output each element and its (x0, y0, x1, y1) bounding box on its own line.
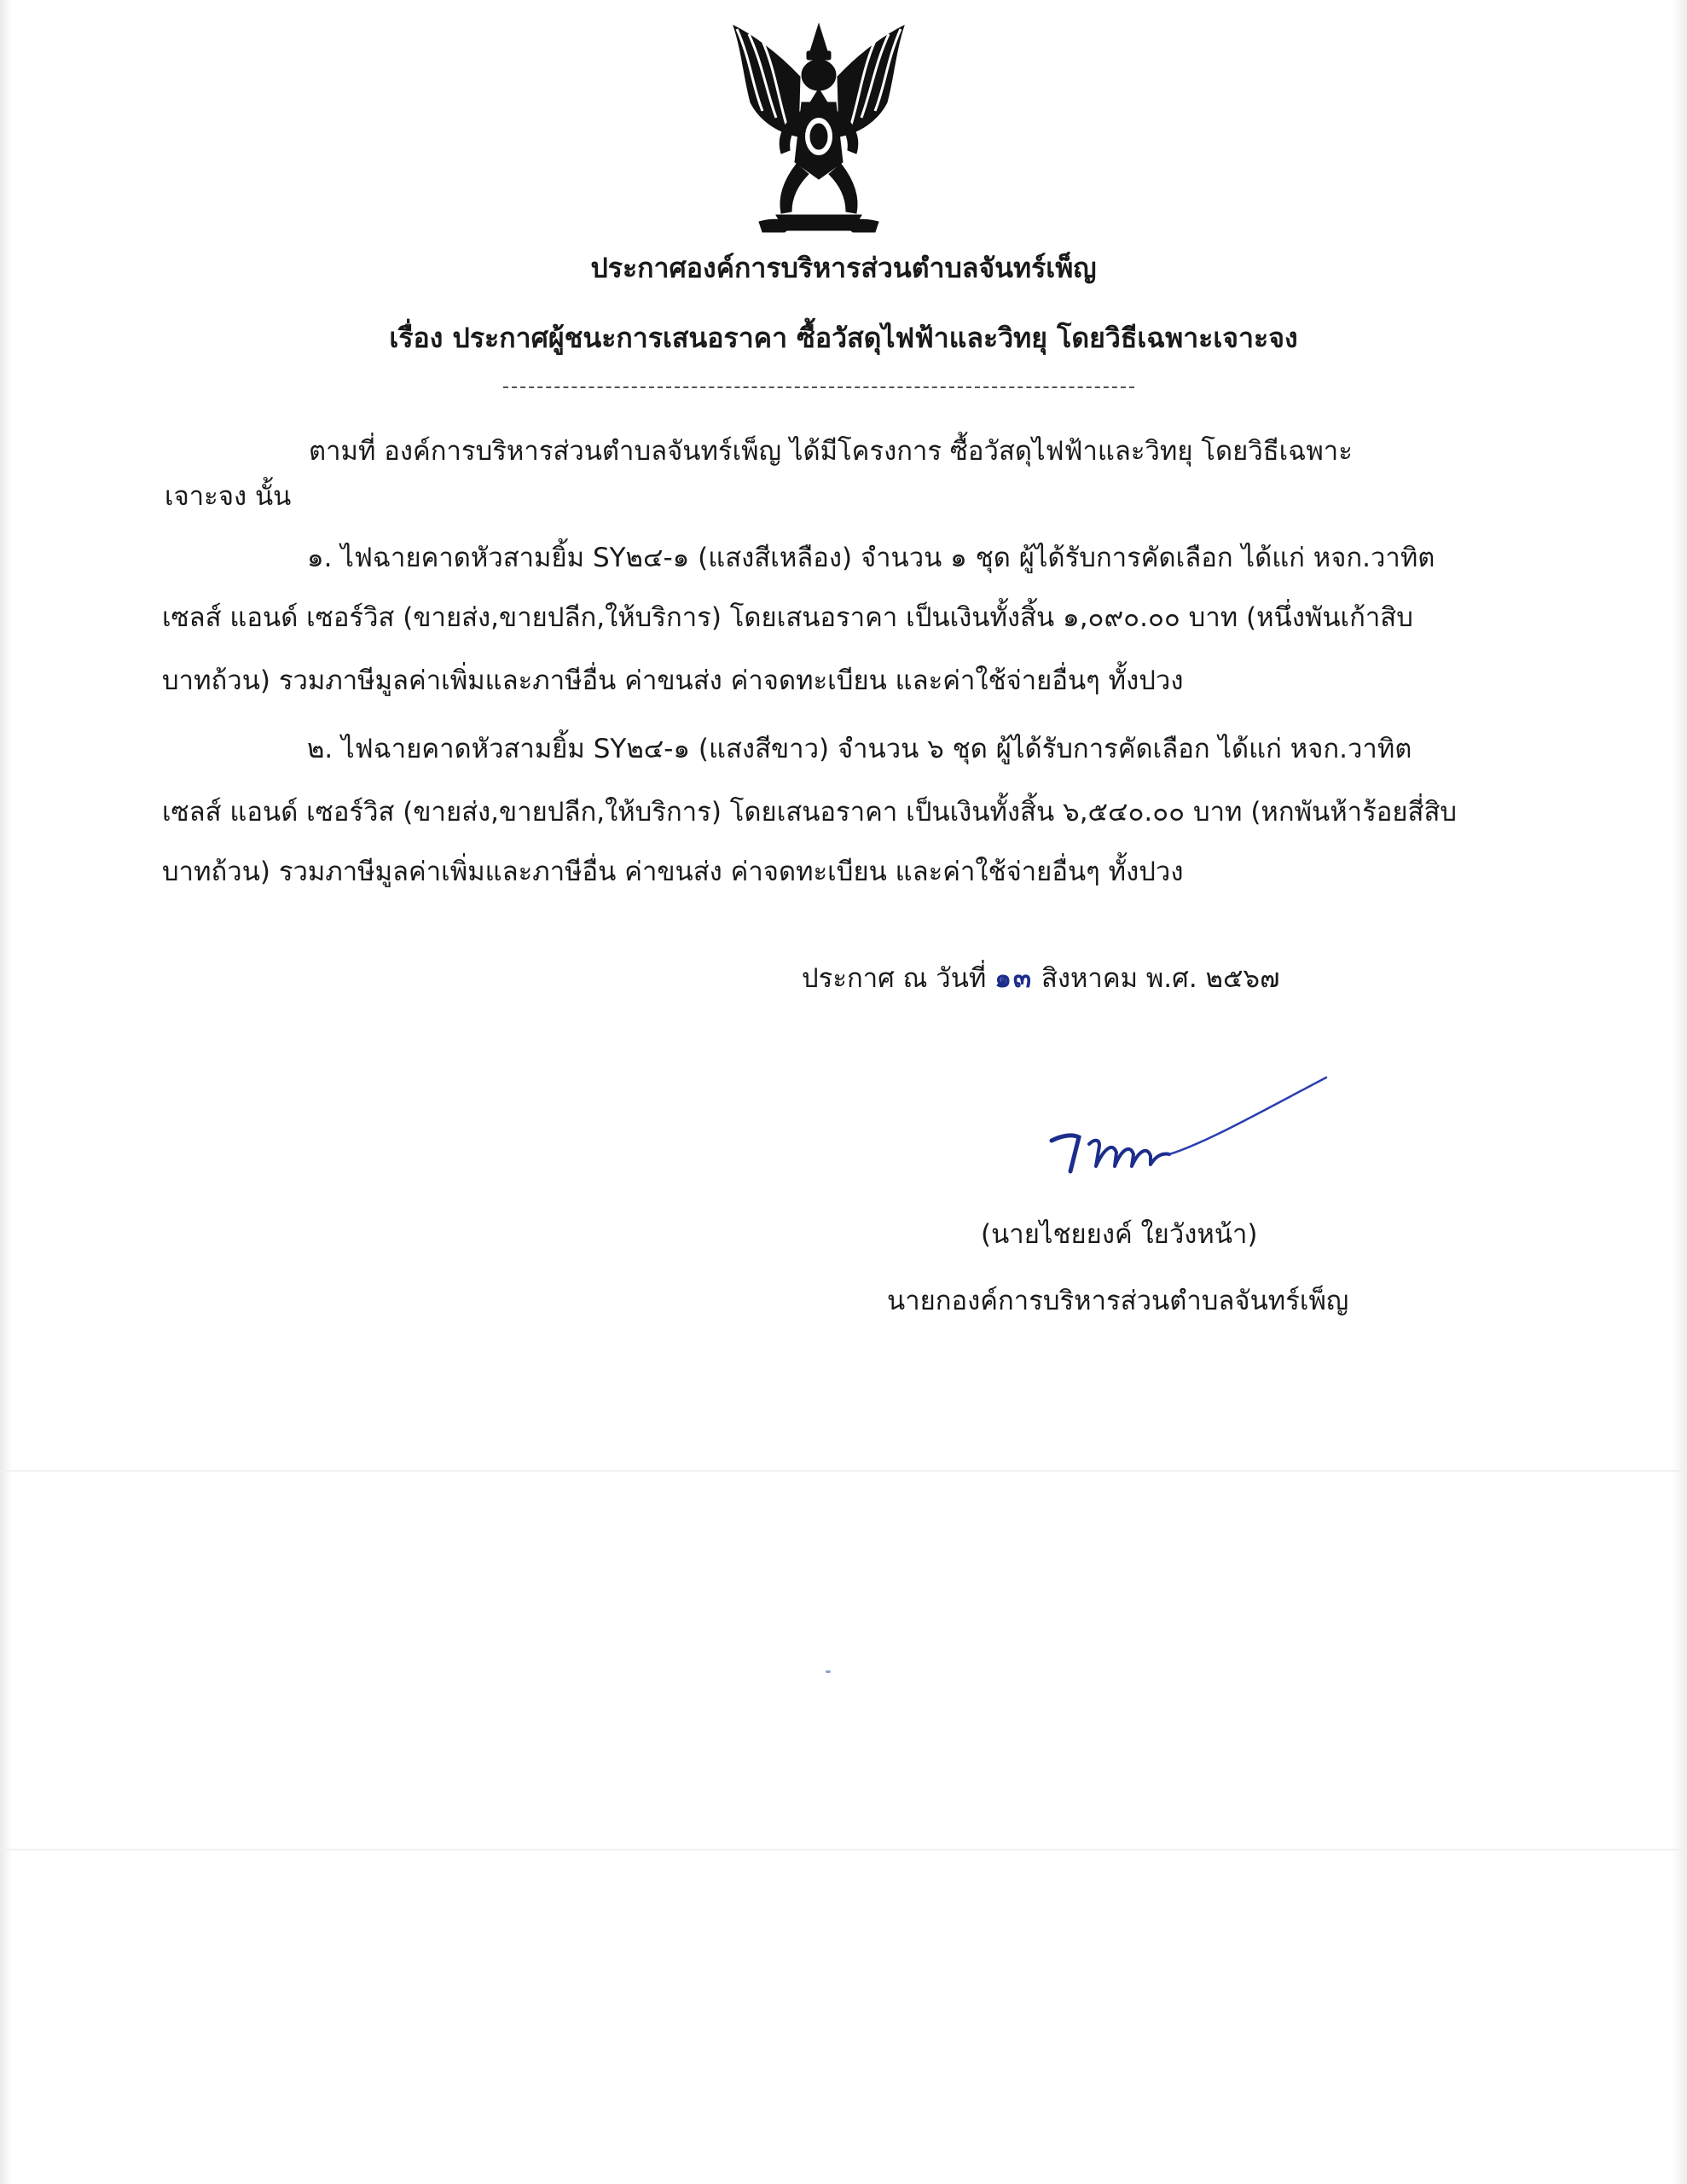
handwritten-signature (1045, 1071, 1335, 1186)
date-day-handwritten: ๑๓ (994, 963, 1034, 994)
signatory-name: (นายไชยยงค์ ใยวังหน้า) (981, 1219, 1258, 1250)
intro-line-2: เจาะจง นั้น (165, 481, 292, 512)
item-2-line-1: ๒. ไฟฉายคาดหัวสามยิ้ม SY๒๔-๑ (แสงสีขาว) จำนวน ๖ ชุด ผู้ได้รับการคัดเลือก ได้แก่ หจก.วาทิต (307, 734, 1412, 764)
garuda-emblem (725, 17, 913, 237)
scan-artifact-line (0, 1849, 1687, 1850)
item-1-line-2: เซลส์ แอนด์ เซอร์วิส (ขายส่ง,ขายปลีก,ให้บริการ) โดยเสนอราคา เป็นเงินทั้งสิ้น ๑,๐๙๐.๐๐ บาท (หนึ่งพันเก้าสิบ (162, 602, 1413, 633)
intro-line-1: ตามที่ องค์การบริหารส่วนตำบลจันทร์เพ็ญ ได้มีโครงการ ซื้อวัสดุไฟฟ้าและวิทยุ โดยวิธีเฉพาะ (309, 436, 1353, 467)
announcement-date (802, 960, 1279, 997)
date-month-year: สิงหาคม พ.ศ. ๒๕๖๗ (1041, 963, 1280, 994)
item-2-line-3: บาทถ้วน) รวมภาษีมูลค่าเพิ่มและภาษีอื่น ค่าขนส่ง ค่าจดทะเบียน และค่าใช้จ่ายอื่นๆ ทั้งปวง (162, 857, 1184, 887)
item-1-line-1: ๑. ไฟฉายคาดหัวสามยิ้ม SY๒๔-๑ (แสงสีเหลือง) จำนวน ๑ ชุด ผู้ได้รับการคัดเลือก ได้แก่ หจก.วาทิต (307, 543, 1435, 573)
item-1-line-3: บาทถ้วน) รวมภาษีมูลค่าเพิ่มและภาษีอื่น ค่าขนส่ง ค่าจดทะเบียน และค่าใช้จ่ายอื่นๆ ทั้งปวง (162, 665, 1184, 696)
scan-speck (826, 1670, 831, 1673)
announcement-subject: เรื่อง ประกาศผู้ชนะการเสนอราคา ซื้อวัสดุไฟฟ้าและวิทยุ โดยวิธีเฉพาะเจาะจง (389, 322, 1298, 354)
item-2-line-2: เซลส์ แอนด์ เซอร์วิส (ขายส่ง,ขายปลีก,ให้บริการ) โดยเสนอราคา เป็นเงินทั้งสิ้น ๖,๕๔๐.๐๐ บาท (หกพันห้าร้อยสี่สิบ (162, 797, 1458, 828)
signatory-position: นายกองค์การบริหารส่วนตำบลจันทร์เพ็ญ (887, 1286, 1349, 1316)
announcement-title: ประกาศองค์การบริหารส่วนตำบลจันทร์เพ็ญ (590, 252, 1097, 284)
dashed-divider (503, 386, 1134, 388)
date-prefix: ประกาศ ณ วันที่ (802, 963, 987, 994)
scan-artifact-line (0, 1470, 1687, 1472)
